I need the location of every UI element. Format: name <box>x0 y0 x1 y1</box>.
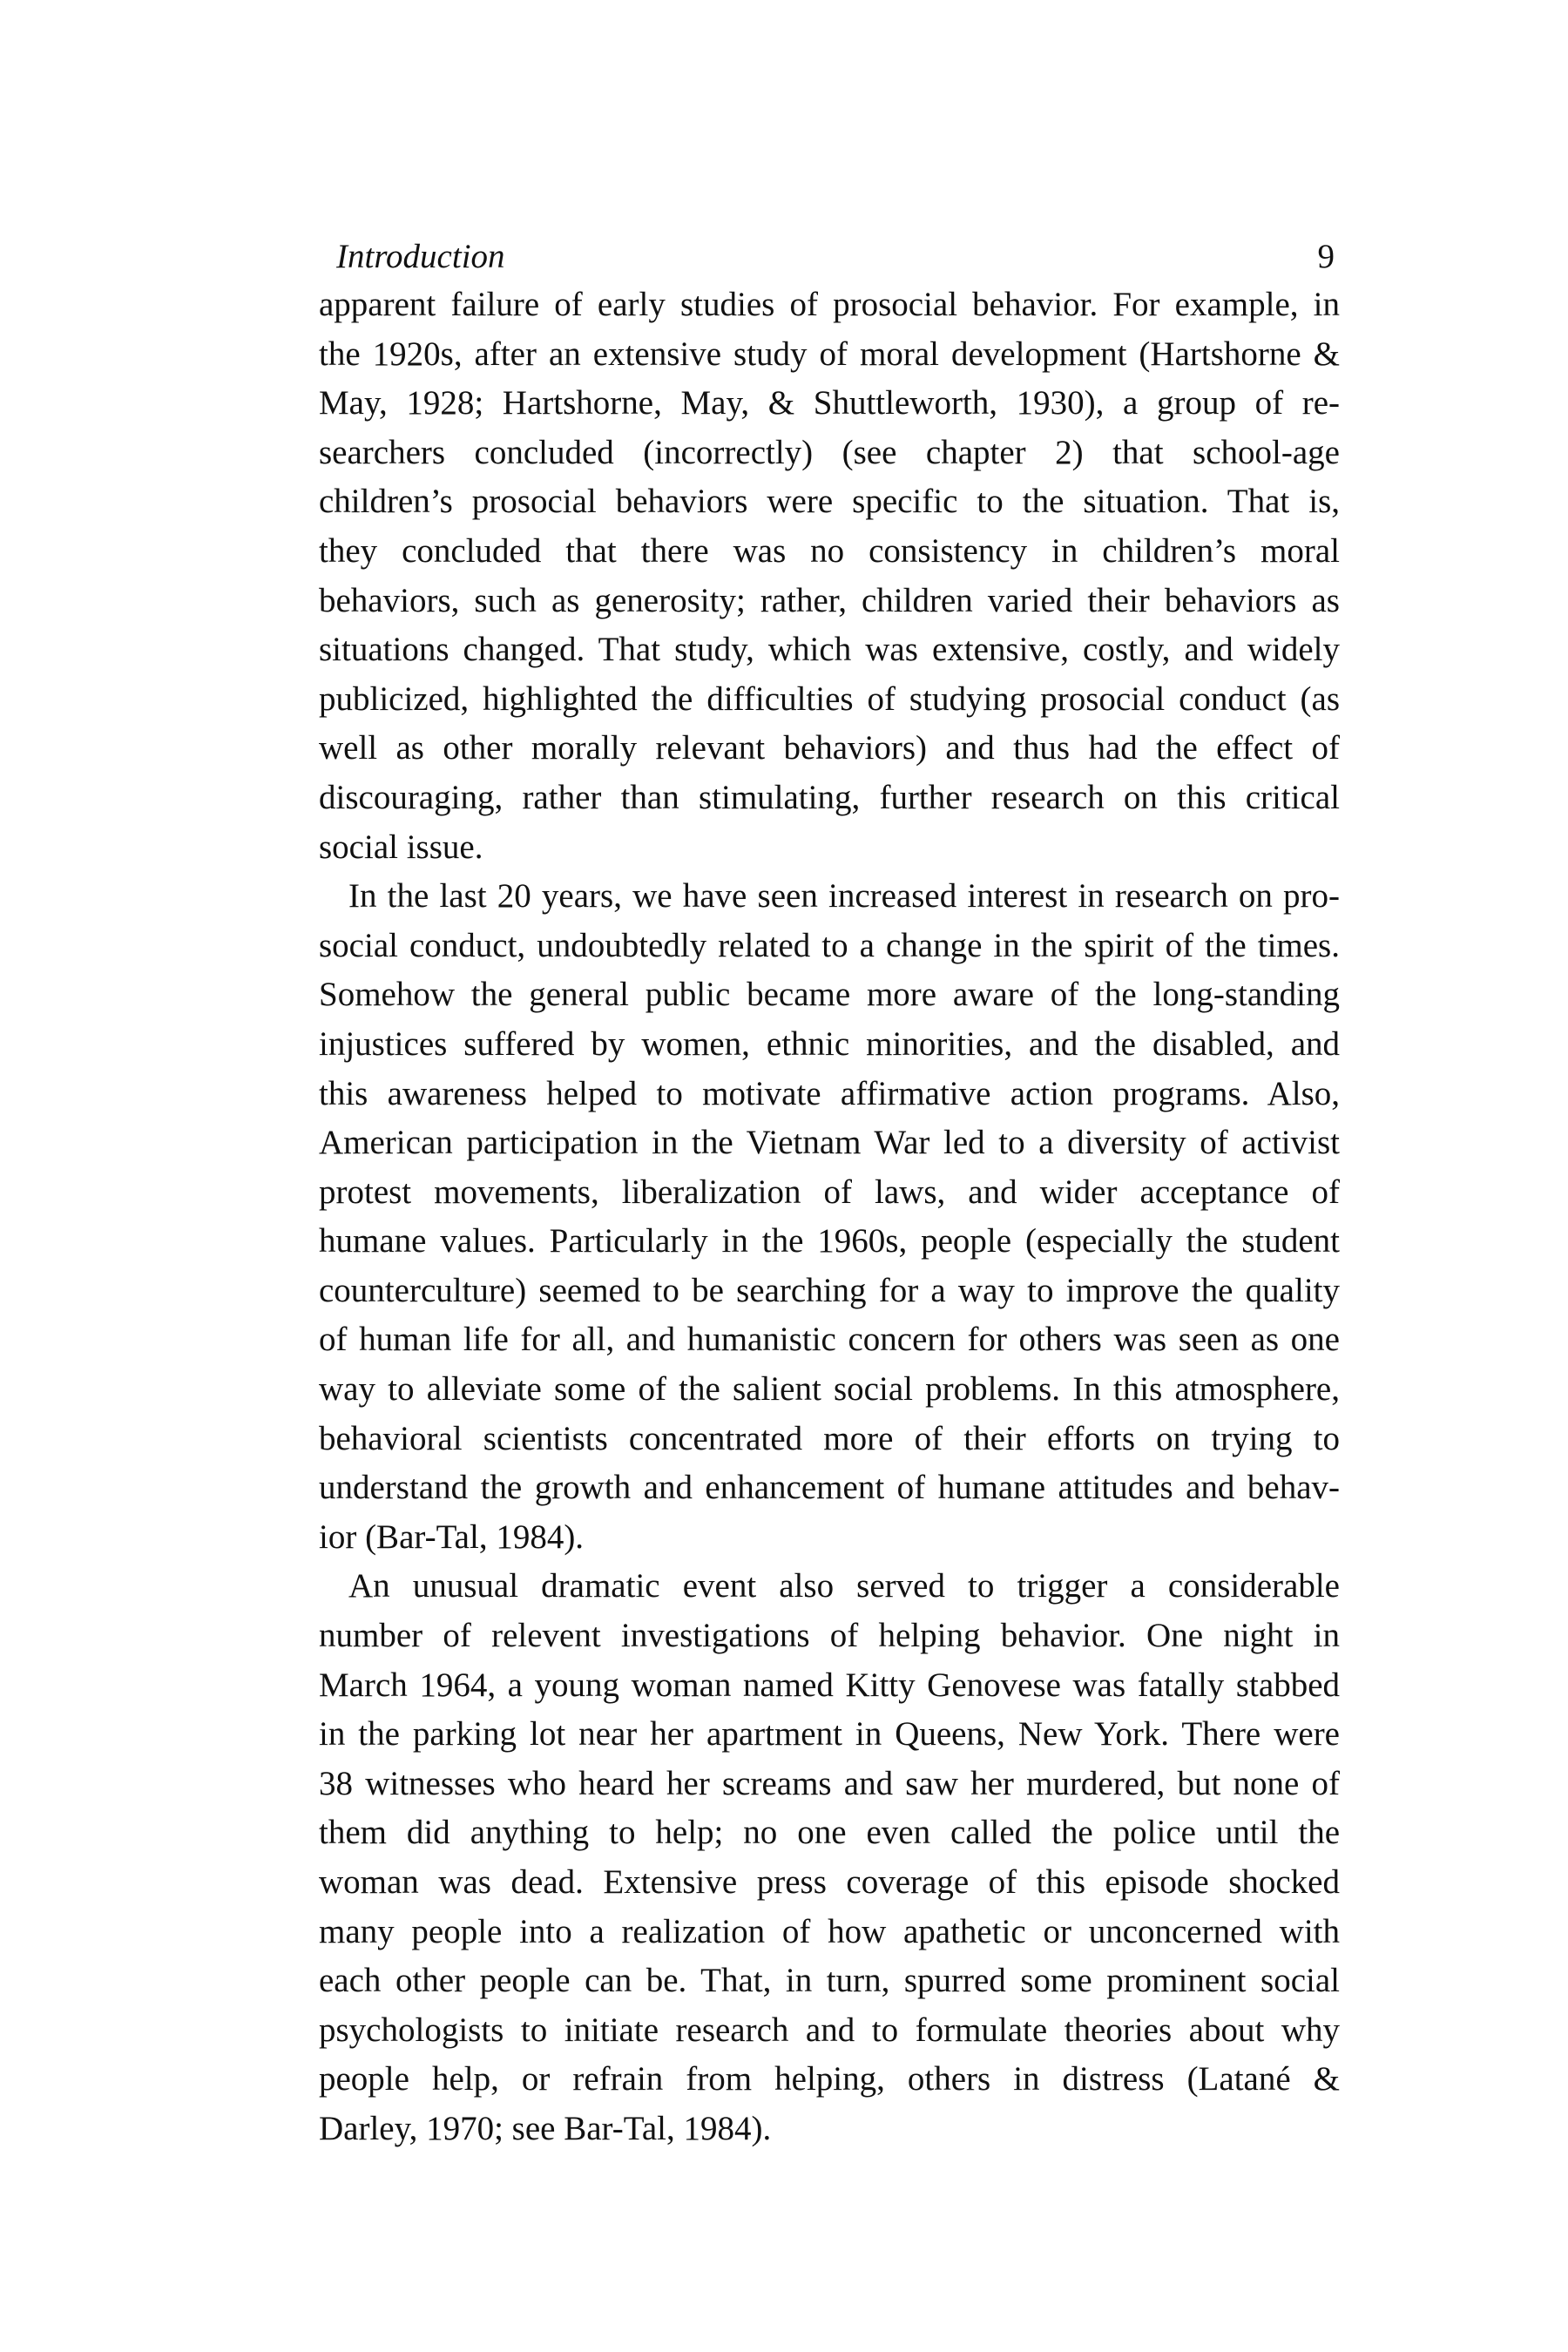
text-line: the 1920s, after an extensive study of moral development (Hartshorne & <box>319 335 1340 373</box>
text-line: this awareness helped to motivate affirmative action programs. Also, <box>319 1074 1340 1112</box>
paragraph <box>319 1562 1340 2153</box>
running-title: Introduction <box>336 238 505 275</box>
text-line: humane values. Particularly in the 1960s, people (especially the student <box>319 1222 1340 1260</box>
text-line: behavioral scientists concentrated more of their efforts on trying to <box>319 1419 1340 1457</box>
text-line: psychologists to initiate research and to formulate theories about why <box>319 2011 1340 2049</box>
text-line: them did anything to help; no one even called the police until the <box>319 1814 1340 1852</box>
text-line: May, 1928; Hartshorne, May, & Shuttleworth, 1930), a group of re- <box>319 384 1340 422</box>
body-text <box>319 280 1340 2154</box>
paragraph <box>319 280 1340 872</box>
text-line: social issue. <box>319 828 483 866</box>
text-line: publicized, highlighted the difficulties of studying prosocial conduct (as <box>319 679 1340 718</box>
text-line: Darley, 1970; see Bar-Tal, 1984). <box>319 2109 772 2147</box>
text-line: people help, or refrain from helping, others in distress (Latané & <box>319 2060 1340 2099</box>
text-line: situations changed. That study, which was extensive, costly, and widely <box>319 631 1340 669</box>
text-line: behaviors, such as generosity; rather, children varied their behaviors as <box>319 581 1340 619</box>
text-line: ior (Bar-Tal, 1984). <box>319 1517 585 1556</box>
text-line: they concluded that there was no consistency in children’s moral <box>319 531 1340 570</box>
text-line: apparent failure of early studies of prosocial behavior. For example, in <box>319 286 1340 323</box>
text-line: children’s prosocial behaviors were specific to the situation. That is, <box>319 483 1340 521</box>
text-line: Somehow the general public became more aware of the long-standing <box>319 976 1340 1014</box>
text-line: March 1964, a young woman named Kitty Genovese was fatally stabbed <box>319 1666 1340 1704</box>
text-line: woman was dead. Extensive press coverage of this episode shocked <box>319 1863 1340 1901</box>
text-line: in the parking lot near her apartment in Queens, New York. There were <box>319 1715 1340 1754</box>
running-head <box>336 235 1335 279</box>
text-line: 38 witnesses who heard her screams and saw her murdered, but none of <box>319 1764 1340 1802</box>
text-line: well as other morally relevant behaviors) and thus had the effect of <box>319 729 1340 767</box>
text-line: searchers concluded (incorrectly) (see chapter 2) that school-age <box>319 433 1340 471</box>
text-line: protest movements, liberalization of laws, and wider acceptance of <box>319 1173 1340 1211</box>
text-line: understand the growth and enhancement of humane attitudes and behav- <box>319 1469 1340 1507</box>
text-line: American participation in the Vietnam War led to a diversity of activist <box>319 1124 1340 1162</box>
page-number: 9 <box>1317 238 1335 275</box>
text-line: An unusual dramatic event also served to trigger a considerable <box>348 1567 1340 1605</box>
text-line: number of relevent investigations of helping behavior. One night in <box>319 1617 1340 1655</box>
text-line: way to alleviate some of the salient social problems. In this atmosphere, <box>319 1370 1340 1409</box>
text-line: discouraging, rather than stimulating, further research on this critical <box>319 778 1340 816</box>
text-line: injustices suffered by women, ethnic minorities, and the disabled, and <box>319 1024 1340 1063</box>
text-line: In the last 20 years, we have seen increased interest in research on pro- <box>348 877 1340 916</box>
text-line: social conduct, undoubtedly related to a change in the spirit of the times. <box>319 926 1340 964</box>
paragraph <box>319 872 1340 1562</box>
text-line: many people into a realization of how apathetic or unconcerned with <box>319 1912 1340 1950</box>
text-line: each other people can be. That, in turn, spurred some prominent social <box>319 1962 1340 2000</box>
text-line: counterculture) seemed to be searching for a way to improve the quality <box>319 1271 1340 1309</box>
text-line: of human life for all, and humanistic concern for others was seen as one <box>319 1321 1340 1359</box>
